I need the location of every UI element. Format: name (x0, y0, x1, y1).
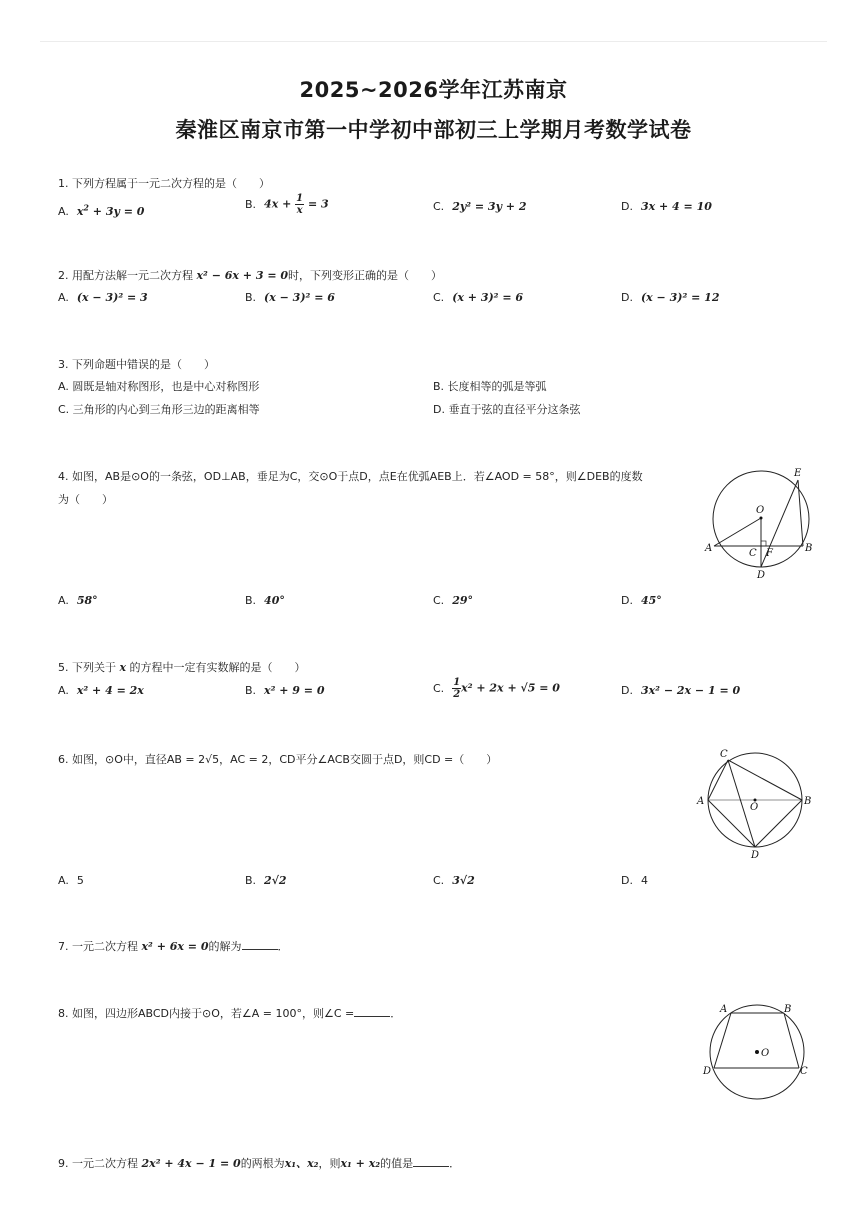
question-1-stem: 1. 下列方程属于一元二次方程的是（ ） (58, 177, 270, 190)
question-3-stem: 3. 下列命题中错误的是（ ） (58, 358, 215, 371)
q4-label-e: E (794, 468, 802, 479)
q6-option-d[interactable]: D. 4 (621, 874, 648, 887)
q4-label-o: O (756, 505, 765, 516)
q1-option-a[interactable]: A. $x^2 + 3y = 0$ (58, 202, 145, 218)
q6-label-c: C (720, 749, 728, 760)
question-4-stem: 4. 如图，AB是⊙O的一条弦，OD⊥AB，垂足为C，交⊙O于点D，点E在优弧AEB上．若∠AOD = 58°，则∠DEB的度数 (58, 470, 643, 483)
q6-label-d: D (751, 850, 760, 861)
question-8-stem: 8. 如图，四边形ABCD内接于⊙O，若∠A = 100°，则∠C = ． (58, 1007, 402, 1020)
q6-label-b: B (804, 796, 812, 807)
question-7-stem: 7. 一元二次方程 x² + 6x = 0的解为 ． (58, 940, 289, 953)
page-title: 2025~2026学年江苏南京 (299, 78, 568, 102)
q4-option-d[interactable]: D. 45° (621, 594, 662, 607)
q4-label-c: C (749, 548, 757, 559)
q3-option-a[interactable]: A. 圆既是轴对称图形，也是中心对称图形 (58, 380, 260, 393)
q4-option-b[interactable]: B. 40° (245, 594, 285, 607)
question-4-stem-line2: 为（ ） (58, 493, 113, 506)
q8-figure (700, 1000, 815, 1105)
q8-label-o: O (761, 1048, 770, 1059)
q1-option-d[interactable]: D. 3x + 4 = 10 (621, 200, 712, 213)
q8-label-d: D (703, 1066, 712, 1077)
q8-center-dot (755, 1050, 759, 1054)
q7-answer-blank[interactable] (242, 939, 278, 950)
question-6-stem: 6. 如图，⊙O中，直径AB = 2√5，AC = 2，CD平分∠ACB交圆于点D，则CD =（ ） (58, 753, 498, 766)
q4-line-ao (714, 518, 761, 546)
q6-line-cb (728, 760, 802, 800)
q2-option-c[interactable]: C. (x + 3)² = 6 (433, 291, 524, 304)
q8-label-c: C (800, 1066, 808, 1077)
q8-side-bc (784, 1013, 799, 1068)
question-2-stem: 2. 用配方法解一元二次方程 x² − 6x + 3 = 0时，下列变形正确的是（ ） (58, 269, 443, 282)
q4-center-dot (760, 517, 763, 520)
q5-option-b[interactable]: B. x² + 9 = 0 (245, 684, 325, 697)
q8-answer-blank[interactable] (354, 1006, 390, 1017)
q3-option-d[interactable]: D. 垂直于弦的直径平分这条弦 (433, 403, 581, 416)
q6-line-ca (708, 760, 728, 800)
q6-figure (693, 745, 818, 863)
q3-option-b[interactable]: B. 长度相等的弧是等弧 (433, 380, 547, 393)
q4-right-angle (761, 541, 766, 546)
q4-label-f: F (766, 548, 773, 559)
q6-label-a: A (697, 796, 705, 807)
page-subtitle: 秦淮区南京市第一中学初中部初三上学期月考数学试卷 (175, 118, 692, 142)
q2-option-a[interactable]: A. (x − 3)² = 3 (58, 291, 148, 304)
q4-line-eb (798, 480, 803, 546)
q1-option-c[interactable]: C. 2y² = 3y + 2 (433, 200, 527, 213)
q4-option-c[interactable]: C. 29° (433, 594, 473, 607)
q5-option-a[interactable]: A. x² + 4 = 2x (58, 684, 144, 697)
q9-answer-blank[interactable] (413, 1156, 449, 1167)
q4-label-b: B (805, 543, 813, 554)
q8-label-b: B (784, 1004, 792, 1015)
q2-option-d[interactable]: D. (x − 3)² = 12 (621, 291, 720, 304)
top-divider (40, 41, 827, 42)
q6-label-o: O (750, 802, 759, 813)
q1-option-b[interactable]: B. 4x + $\frac{1}{x}$ = 3 (245, 193, 329, 216)
q6-option-a[interactable]: A. 5 (58, 874, 84, 887)
q8-label-a: A (720, 1004, 728, 1015)
q5-option-d[interactable]: D. 3x² − 2x − 1 = 0 (621, 684, 741, 697)
q5-option-c[interactable]: C. $\frac{1}{2}$ x² + 2x + √5 = 0 (433, 677, 560, 700)
q4-label-a: A (705, 543, 713, 554)
q6-option-c[interactable]: C. 3√2 (433, 874, 475, 887)
question-5-stem: 5. 下列关于 x 的方程中一定有实数解的是（ ） (58, 661, 306, 674)
q4-option-a[interactable]: A. 58° (58, 594, 98, 607)
q6-option-b[interactable]: B. 2√2 (245, 874, 287, 887)
q4-figure (700, 462, 825, 582)
q6-line-bd (755, 800, 802, 847)
q4-label-d: D (757, 570, 766, 581)
question-9-stem: 9. 一元二次方程 2x² + 4x − 1 = 0的两根为x₁、x₂，则x₁ + x₂的值是 ． (58, 1157, 461, 1170)
q2-option-b[interactable]: B. (x − 3)² = 6 (245, 291, 335, 304)
q3-option-c[interactable]: C. 三角形的内心到三角形三边的距离相等 (58, 403, 260, 416)
q8-side-da (714, 1013, 731, 1068)
